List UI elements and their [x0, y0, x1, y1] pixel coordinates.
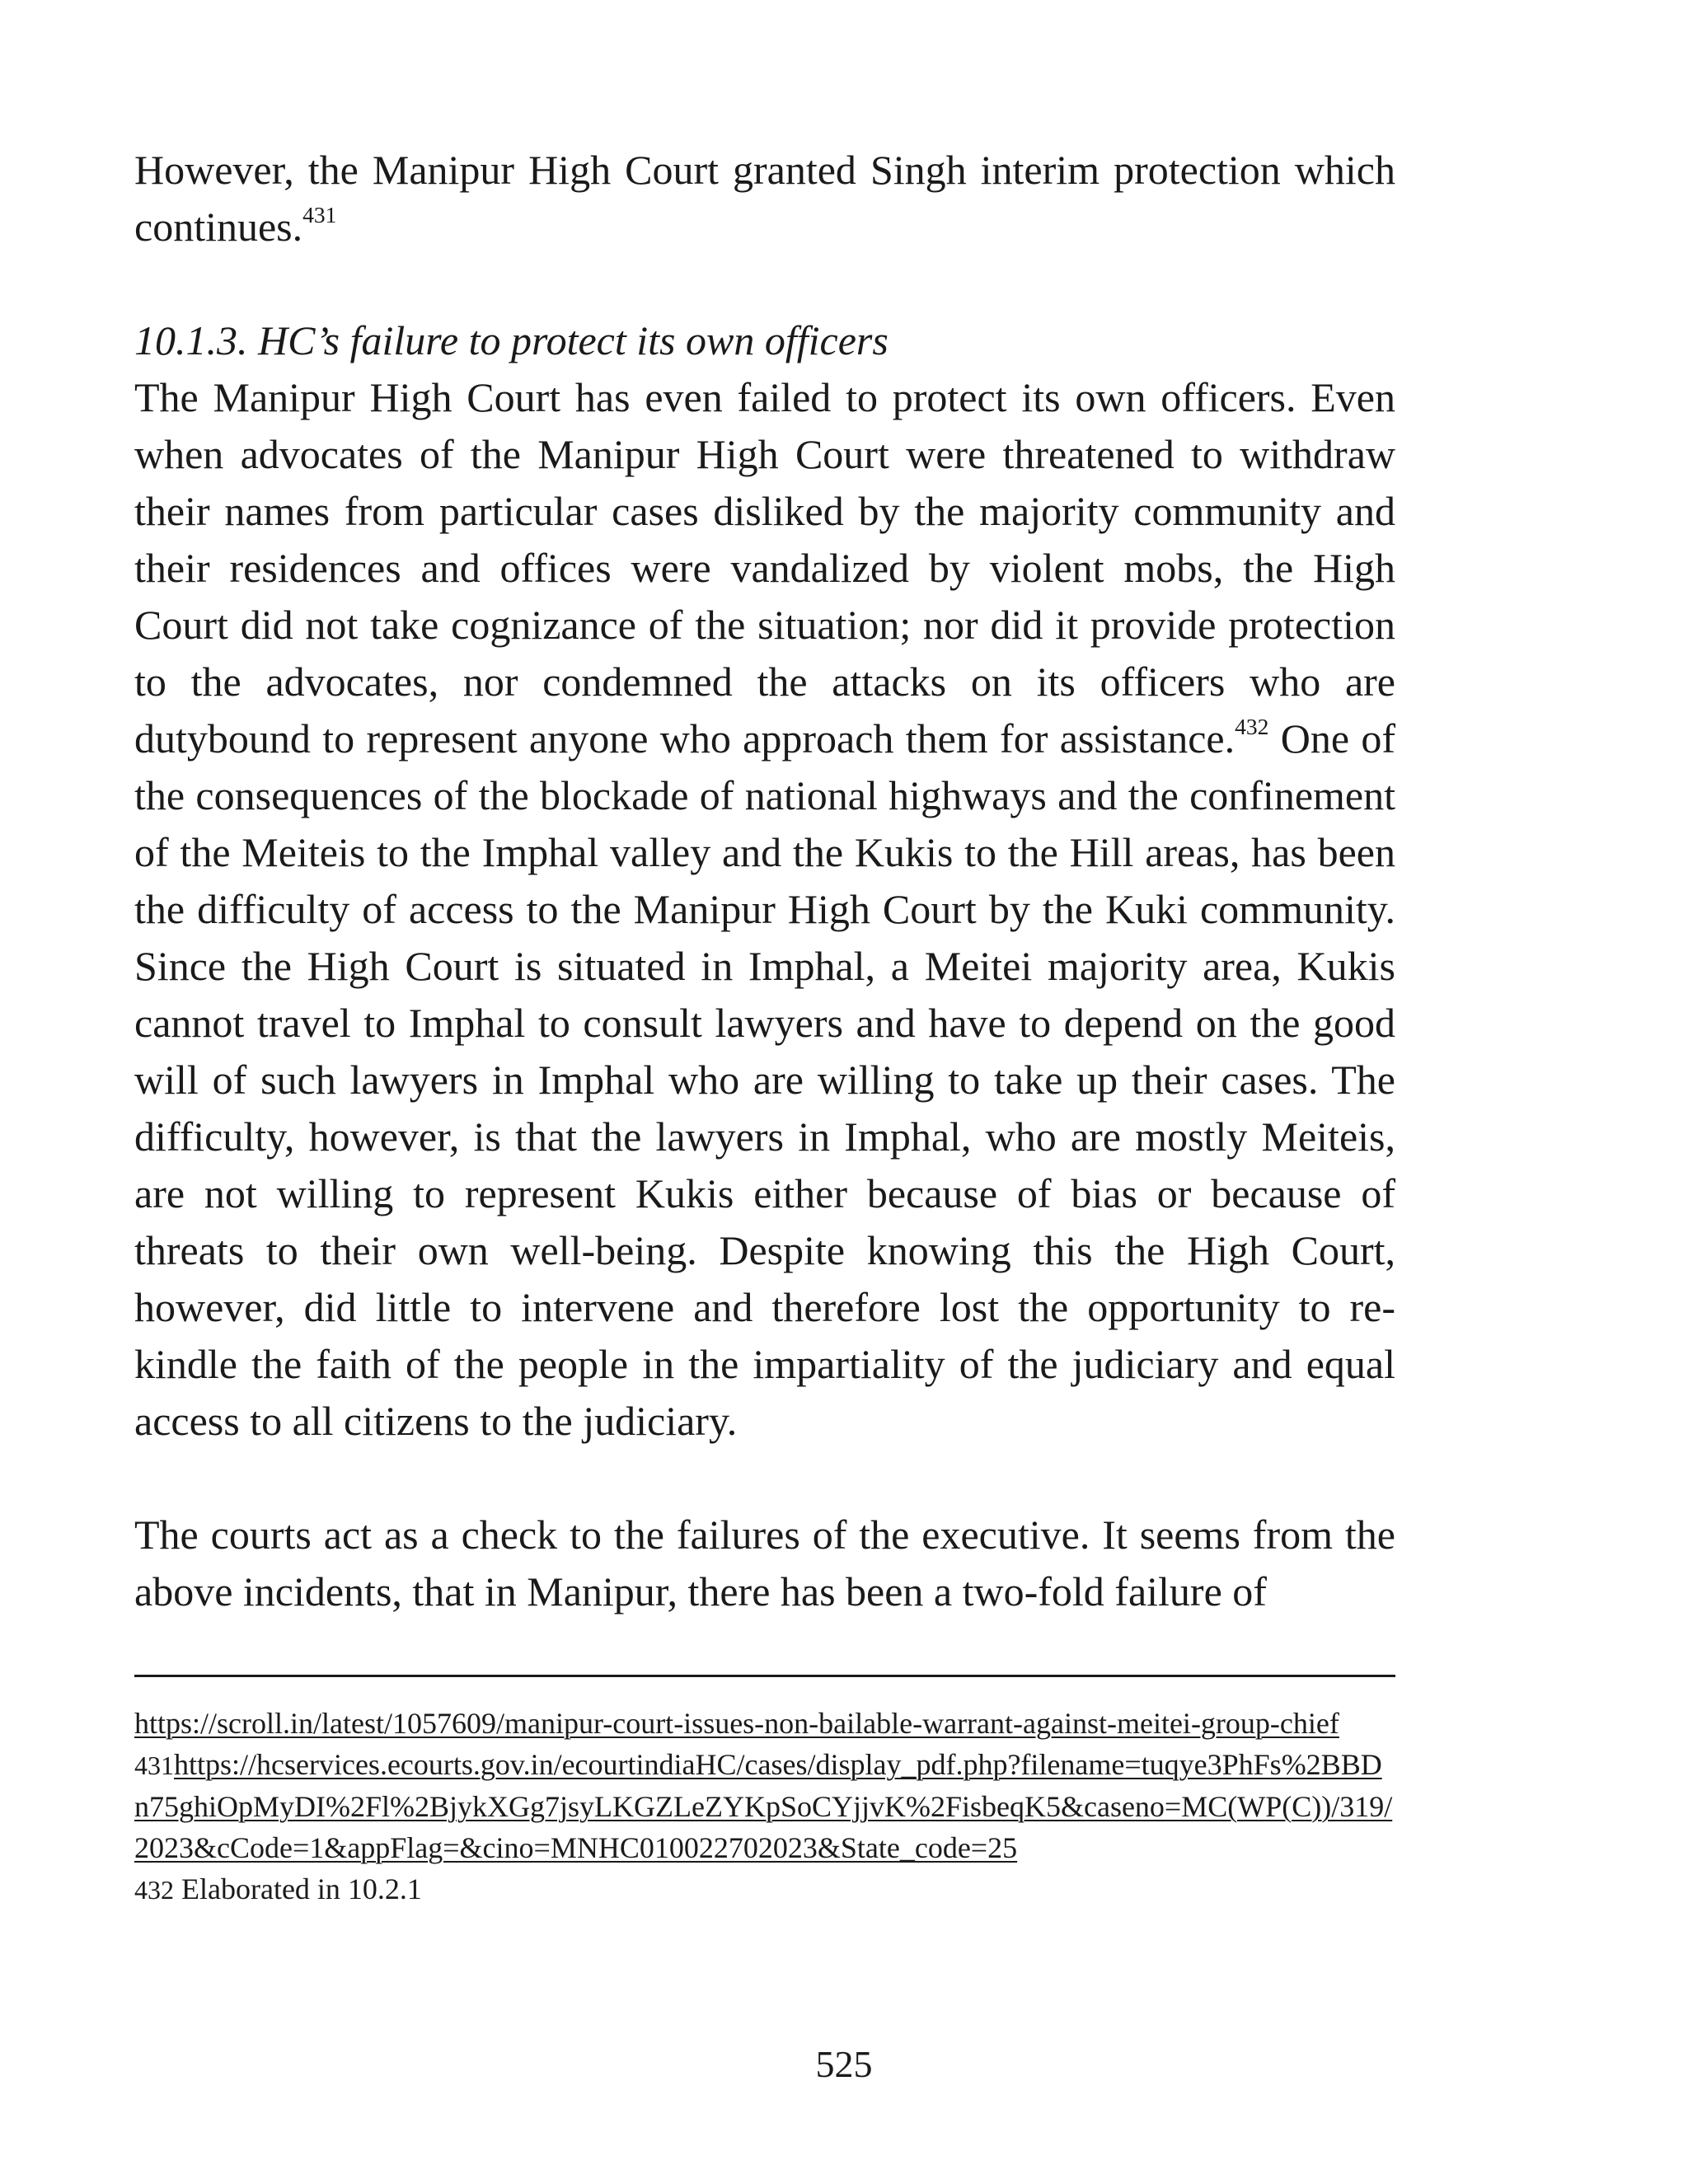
- paragraph-officers: [134, 369, 1395, 1450]
- footnotes: [134, 1703, 1395, 1910]
- paragraph-text: However, the Manipur High Court granted Singh interim protection which continues.: [134, 147, 1395, 250]
- footnote-text: Elaborated in 10.2.1: [174, 1872, 422, 1905]
- footnote-number: 431: [134, 1750, 174, 1780]
- footnote-divider: [134, 1675, 1395, 1677]
- footnote-431: [134, 1744, 1395, 1868]
- footnote-432: [134, 1868, 1395, 1910]
- footnote-link[interactable]: https://hcservices.ecourts.gov.in/ecourtindiaHC/cases/display_pdf.php?filename=tuqye3PhFs%2BBDn75ghiOpMyDI%2Fl%2BjykXGg7jsyLKGZLeZYKpSoCYjjvK%2FisbeqK5&caseno=MC(WP(C))/319/2023&cCode=1&appFlag=&cino=MNHC010022702023&State_code=25: [134, 1748, 1393, 1864]
- page-body: [134, 142, 1395, 1620]
- footnote-continuation: [134, 1703, 1395, 1744]
- footnote-ref-431[interactable]: 431: [302, 202, 337, 228]
- paragraph-courts-check: The courts act as a check to the failures of the executive. It seems from the above incidents, that in Manipur, there has been a two-fold failure of: [134, 1511, 1395, 1615]
- footnote-link[interactable]: https://scroll.in/latest/1057609/manipur-court-issues-non-bailable-warrant-against-meitei-group-chief: [134, 1707, 1339, 1740]
- footnote-number: 432: [134, 1875, 174, 1905]
- paragraph-gap: [134, 1450, 1395, 1507]
- section-heading: 10.1.3. HC’s failure to protect its own officers: [134, 317, 889, 363]
- paragraph-text: The Manipur High Court has even failed to protect its own officers. Even when advocates of the Manipur High Court were threatened to withdraw their names from particular cases disliked by the majority community and their residences and offices were vandalized by violent mobs, the High Court did not take cognizance of the situation; nor did it provide protection to the advocates, nor condemned the attacks on its officers who are dutybound to represent anyone who approach them for assistance.: [134, 374, 1395, 762]
- paragraph-interim-protection: [134, 142, 1395, 255]
- footnote-ref-432[interactable]: 432: [1235, 714, 1269, 740]
- page-number: 525: [815, 2043, 873, 2085]
- paragraph-text: One of the consequences of the blockade of national highways and the confinement of the Meiteis to the Imphal valley and the Kukis to the Hill areas, has been the difficulty of access to the Manipur High Court by the Kuki community. Since the High Court is situated in Imphal, a Meitei majority area, Kukis cannot travel to Imphal to consult lawyers and have to depend on the good will of such lawyers in Imphal who are willing to take up their cases. The difficulty, however, is that the lawyers in Imphal, who are mostly Meiteis, are not willing to represent Kukis either because of bias or because of threats to their own well-being. Despite knowing this the High Court, however, did little to intervene and therefore lost the opportunity to re-kindle the faith of the people in the impartiality of the judiciary and equal access to all citizens to the judiciary.: [134, 715, 1395, 1444]
